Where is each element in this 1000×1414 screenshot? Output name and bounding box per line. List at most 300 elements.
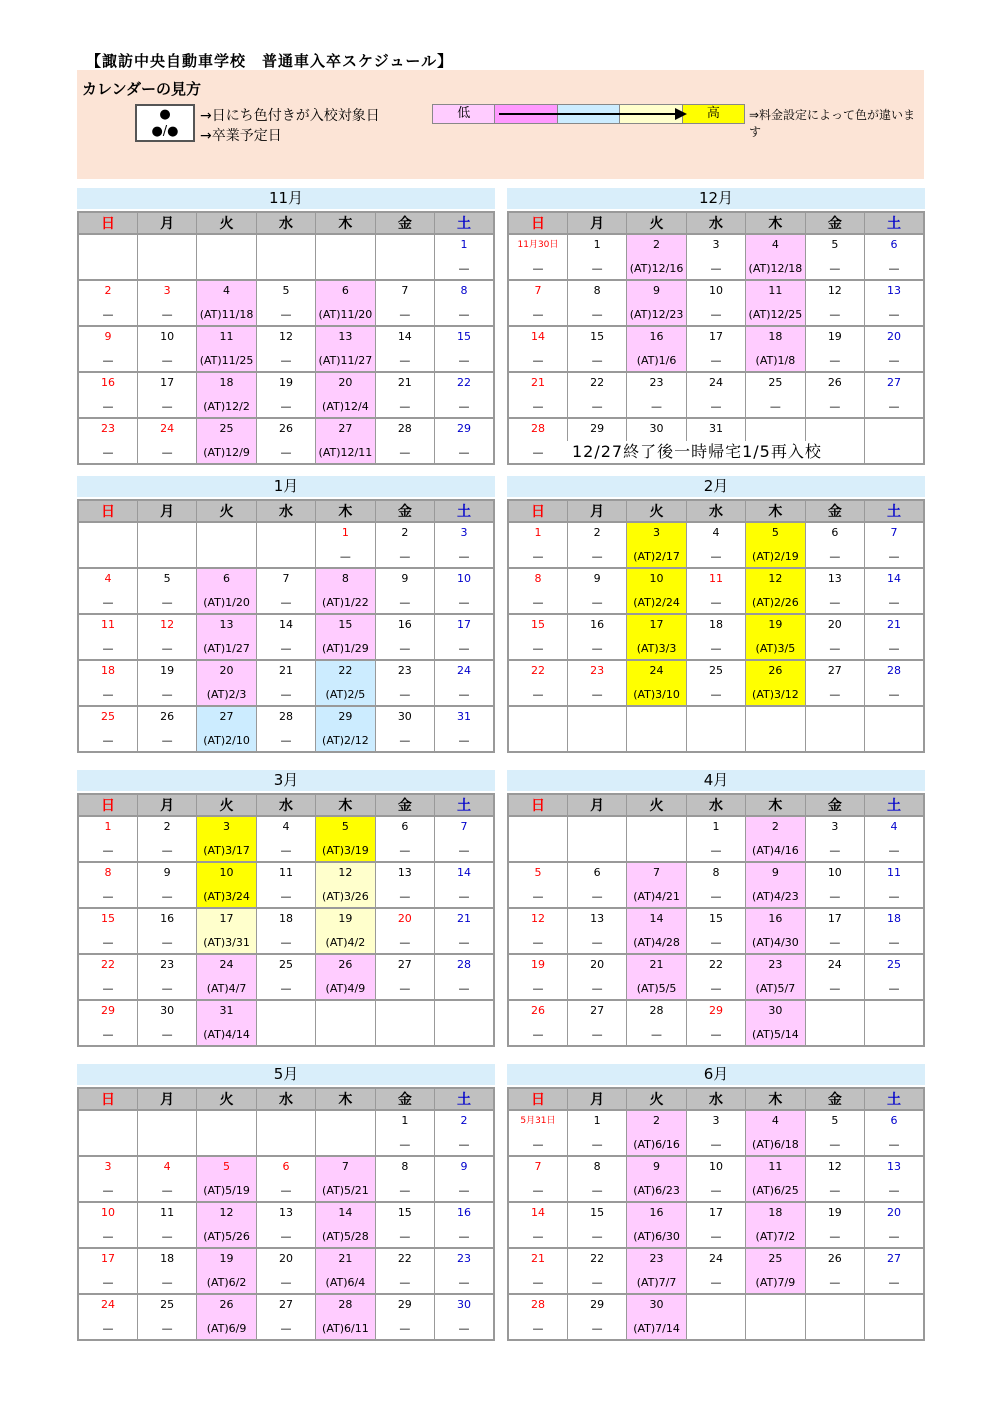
month-table [507,499,925,753]
entry-day-cell [197,862,256,908]
entry-day-cell [197,1000,256,1046]
graduation-date: (AT)3/3 [636,642,677,655]
graduation-date: — [102,596,114,609]
graduation-date: — [532,982,544,995]
day-cell [567,326,626,372]
day-cell [865,816,924,862]
graduation-date: — [102,308,114,321]
price-note: ⇒料金設定によって色が違います [749,108,916,139]
entry-day-cell [197,816,256,862]
graduation-date: — [399,354,411,367]
day-cell [508,418,567,464]
graduation-date: — [710,1028,722,1041]
day-number: 6 [223,572,231,585]
day-cell [805,614,864,660]
day-cell [256,1294,315,1340]
graduation-date: (AT)2/26 [752,596,799,609]
day-cell [865,954,924,1000]
day-cell [508,522,567,568]
day-number: 26 [827,1252,842,1265]
graduation-date: — [888,844,900,857]
entry-day-cell [746,1110,805,1156]
graduation-date: (AT)6/30 [633,1230,680,1243]
day-number: 26 [338,958,353,971]
day-number: 28 [887,664,902,677]
graduation-date: — [399,982,411,995]
entry-day-cell [197,1248,256,1294]
day-number: 24 [457,664,472,677]
graduation-date: (AT)1/29 [322,642,369,655]
day-number: 8 [460,284,468,297]
day-number [806,419,864,441]
day-number: 5 [831,1114,839,1127]
day-cell [256,1248,315,1294]
weekday-header: 木 [316,794,375,816]
day-number: 2 [653,238,661,251]
graduation-date: (AT)5/28 [322,1230,369,1243]
day-cell [627,372,686,418]
graduation-date: — [829,936,841,949]
day-number: 18 [887,912,902,925]
day-number: 16 [649,1206,664,1219]
graduation-date: (AT)6/16 [633,1138,680,1151]
day-number: 20 [219,664,234,677]
day-number: 8 [534,572,542,585]
day-number: 28 [530,422,545,435]
day-number: 29 [708,1004,723,1017]
graduation-date: — [458,446,470,459]
day-cell [375,1248,434,1294]
day-cell [256,614,315,660]
graduation-date: (AT)1/8 [755,354,796,367]
day-number: 21 [530,1252,545,1265]
day-number: 23 [457,1252,472,1265]
day-cell [686,1156,745,1202]
day-cell [508,660,567,706]
entry-day-cell [316,660,375,706]
day-number: 22 [590,1252,605,1265]
graduation-date: — [161,1322,173,1335]
day-number: 15 [338,618,353,631]
graduation-date: — [532,936,544,949]
graduation-date: (AT)2/24 [633,596,680,609]
day-number: 29 [590,1298,605,1311]
day-number: 30 [397,710,412,723]
graduation-date: (AT)11/18 [199,308,254,321]
week-row [508,1202,924,1248]
graduation-date: — [532,308,544,321]
graduation-date: — [591,688,603,701]
weekday-header: 月 [567,794,626,816]
week-row [508,1156,924,1202]
day-number: 11 [278,866,293,879]
weekday-header: 火 [627,212,686,234]
graduation-date: — [829,400,841,413]
entry-day-cell [627,1156,686,1202]
day-number: 28 [530,1298,545,1311]
weekday-header: 火 [627,1088,686,1110]
day-number: 27 [887,376,902,389]
day-cell [508,1294,567,1340]
day-cell [256,954,315,1000]
weekday-header: 日 [508,212,567,234]
weekday-header-row [508,1088,924,1110]
day-number: 18 [219,376,234,389]
day-number: 2 [104,284,112,297]
graduation-date: — [829,550,841,563]
day-cell [567,706,626,752]
day-number: 7 [460,820,468,833]
day-cell [375,1294,434,1340]
entry-day-cell [197,614,256,660]
graduation-date: (AT)6/25 [752,1184,799,1197]
graduation-date: (AT)4/21 [633,890,680,903]
weekday-header: 金 [805,212,864,234]
entry-day-cell [746,1248,805,1294]
day-cell [865,706,924,752]
day-number: 20 [338,376,353,389]
day-cell [686,614,745,660]
day-number: 9 [771,866,779,879]
week-row [78,1156,494,1202]
day-number: 1 [712,820,720,833]
graduation-date: — [710,982,722,995]
day-cell [805,234,864,280]
day-number: 31 [708,422,723,435]
day-cell [805,1248,864,1294]
graduation-date: — [888,308,900,321]
day-number: 28 [397,422,412,435]
week-row [78,1202,494,1248]
weekday-header: 金 [375,1088,434,1110]
week-row [508,1248,924,1294]
graduation-date: — [888,262,900,275]
graduation-date: (AT)7/7 [636,1276,677,1289]
day-cell [78,326,137,372]
day-number: 19 [219,1252,234,1265]
day-cell [435,418,494,464]
graduation-date: — [591,1028,603,1041]
day-cell [435,522,494,568]
graduation-date: (AT)7/9 [755,1276,796,1289]
graduation-date: — [888,890,900,903]
day-cell [256,816,315,862]
weekday-header: 日 [78,500,137,522]
legend-symbol-box [135,104,195,142]
graduation-date: — [280,936,292,949]
weekday-header: 土 [865,1088,924,1110]
day-number: 9 [401,572,409,585]
day-number: 13 [219,618,234,631]
graduation-date: (AT)2/17 [633,550,680,563]
day-number: 2 [593,526,601,539]
graduation-date: — [280,982,292,995]
day-number: 12 [278,330,293,343]
day-cell [375,326,434,372]
day-number: 9 [460,1160,468,1173]
graduation-date: — [102,1028,114,1041]
day-cell [865,280,924,326]
day-number: 12 [827,284,842,297]
graduation-date: — [532,688,544,701]
day-number: 24 [649,664,664,677]
graduation-date: — [399,596,411,609]
graduation-date: (AT)12/23 [629,308,684,321]
day-number: 7 [282,572,290,585]
day-cell [137,1156,196,1202]
graduation-date: — [102,1230,114,1243]
page-title: 【諏訪中央自動車学校 普通車入卒スケジュール】 [86,52,454,70]
graduation-date: — [888,642,900,655]
day-cell [805,862,864,908]
day-number: 26 [278,422,293,435]
graduation-date: — [280,446,292,459]
day-number: 3 [104,1160,112,1173]
day-cell [435,954,494,1000]
day-number: 12 [827,1160,842,1173]
day-number: 24 [160,422,175,435]
weekday-header: 月 [567,212,626,234]
graduation-date: — [710,1276,722,1289]
graduation-date: (AT)6/2 [206,1276,247,1289]
weekday-header: 金 [805,500,864,522]
day-number: 1 [593,238,601,251]
entry-day-cell [197,280,256,326]
calendar-legend [77,70,924,179]
weekday-header: 水 [686,1088,745,1110]
day-number: 14 [397,330,412,343]
day-cell [375,1000,434,1046]
day-number: 15 [457,330,472,343]
week-row [78,908,494,954]
week-row [78,1000,494,1046]
day-number: 21 [278,664,293,677]
day-cell [435,816,494,862]
day-number: 1 [534,526,542,539]
graduation-date: — [161,844,173,857]
day-number: 16 [397,618,412,631]
day-number: 4 [104,572,112,585]
day-number: 22 [530,664,545,677]
month-table [507,793,925,1047]
day-number: 10 [708,284,723,297]
entry-day-cell [197,568,256,614]
week-row [78,234,494,280]
day-number: 27 [219,710,234,723]
graduation-date: (AT)7/14 [633,1322,680,1335]
week-row [508,816,924,862]
day-cell [78,1248,137,1294]
day-number: 21 [649,958,664,971]
day-cell [435,1000,494,1046]
day-number: 17 [708,330,723,343]
graduation-date: — [280,1276,292,1289]
day-number: 21 [397,376,412,389]
day-number: 29 [338,710,353,723]
day-cell [256,706,315,752]
day-number: 13 [887,284,902,297]
day-number: 17 [708,1206,723,1219]
week-row [508,1294,924,1340]
week-row [78,614,494,660]
graduation-date: — [829,982,841,995]
weekday-header-row [78,212,494,234]
graduation-date: — [399,642,411,655]
day-cell [865,1294,924,1340]
day-cell [435,234,494,280]
graduation-date: — [161,734,173,747]
day-cell [137,614,196,660]
graduation-date: — [458,354,470,367]
day-cell [375,816,434,862]
weekday-header: 月 [137,500,196,522]
day-number: 5 [831,238,839,251]
day-cell [316,1000,375,1046]
day-cell [865,1110,924,1156]
month-title: 2月 [507,476,925,497]
day-number: 6 [401,820,409,833]
graduation-date: (AT)12/4 [322,400,369,413]
weekday-header: 土 [865,212,924,234]
day-cell [256,418,315,464]
day-cell [78,418,137,464]
day-cell [137,522,196,568]
day-cell [137,372,196,418]
month-table [507,211,925,465]
graduation-date: — [888,982,900,995]
day-cell [256,326,315,372]
day-cell [508,568,567,614]
graduation-date: — [161,688,173,701]
graduation-date: — [591,1184,603,1197]
weekday-header: 土 [435,1088,494,1110]
graduation-date: (AT)5/19 [203,1184,250,1197]
day-number: 16 [160,912,175,925]
day-cell [686,1000,745,1046]
day-number: 27 [397,958,412,971]
graduation-date: — [102,890,114,903]
week-row [508,954,924,1000]
day-cell [316,234,375,280]
day-number: 25 [768,376,783,389]
day-cell [197,522,256,568]
day-number: 21 [457,912,472,925]
graduation-date: (AT)1/27 [203,642,250,655]
day-number: 3 [460,526,468,539]
entry-day-cell [627,326,686,372]
day-cell [746,1294,805,1340]
graduation-date: — [458,400,470,413]
graduation-date: — [161,1184,173,1197]
graduation-date: — [532,1184,544,1197]
entry-day-cell [746,816,805,862]
graduation-date: — [161,982,173,995]
weekday-header: 日 [78,794,137,816]
day-cell [567,568,626,614]
graduation-date: — [710,642,722,655]
graduation-date: — [458,688,470,701]
day-number: 9 [593,572,601,585]
day-number: 6 [890,238,898,251]
day-number: 18 [768,330,783,343]
entry-day-cell [316,1156,375,1202]
weekday-header: 月 [137,212,196,234]
entry-day-cell [197,326,256,372]
day-number: 19 [278,376,293,389]
graduation-date: — [102,354,114,367]
day-cell [375,1110,434,1156]
week-row [508,1110,924,1156]
day-number: 14 [530,1206,545,1219]
graduation-date: — [102,446,114,459]
graduation-date: (AT)4/9 [325,982,366,995]
graduation-date: — [591,262,603,275]
entry-day-cell [746,280,805,326]
weekday-header: 火 [197,500,256,522]
graduation-date: — [710,844,722,857]
graduation-date: (AT)11/20 [318,308,373,321]
day-number: 28 [278,710,293,723]
graduation-date: — [399,446,411,459]
day-cell [865,1000,924,1046]
day-number: 13 [278,1206,293,1219]
day-number: 25 [219,422,234,435]
day-cell [137,1248,196,1294]
day-cell [197,1110,256,1156]
day-number: 27 [827,664,842,677]
graduation-date: — [710,936,722,949]
day-number: 8 [401,1160,409,1173]
day-number: 29 [397,1298,412,1311]
graduation-date: — [829,1276,841,1289]
day-number: 5 [534,866,542,879]
week-row [508,568,924,614]
day-number: 14 [338,1206,353,1219]
graduation-date: — [591,982,603,995]
graduation-date: — [591,890,603,903]
day-cell [508,280,567,326]
day-cell [78,862,137,908]
day-cell [375,954,434,1000]
graduation-date: — [829,844,841,857]
weekday-header: 木 [746,212,805,234]
graduation-date: — [458,308,470,321]
day-cell [865,1248,924,1294]
weekday-header: 木 [316,500,375,522]
day-cell [508,1110,567,1156]
graduation-date: — [399,936,411,949]
day-number: 1 [460,238,468,251]
entry-day-cell [627,568,686,614]
graduation-date: — [458,734,470,747]
entry-day-cell [627,908,686,954]
day-number: 18 [768,1206,783,1219]
weekday-header: 金 [805,794,864,816]
day-cell [435,568,494,614]
day-cell [435,1248,494,1294]
day-cell [197,234,256,280]
graduation-date: (AT)1/20 [203,596,250,609]
scale-arrow-line [499,113,677,115]
graduation-date: — [102,1184,114,1197]
week-row [508,660,924,706]
day-number: 17 [457,618,472,631]
day-cell [686,706,745,752]
day-cell [256,568,315,614]
day-number: 18 [100,664,115,677]
week-row [508,280,924,326]
day-cell [137,1202,196,1248]
